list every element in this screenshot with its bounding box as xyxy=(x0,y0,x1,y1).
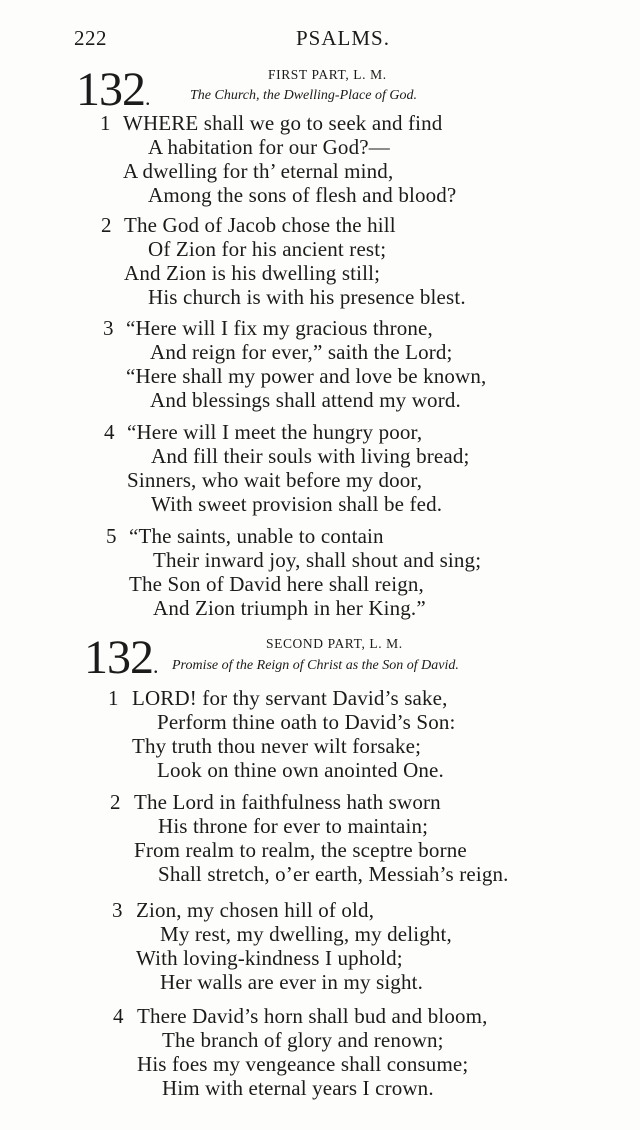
page-number: 222 xyxy=(74,26,107,50)
verse-number: 2 xyxy=(110,790,121,814)
verse-number: 3 xyxy=(103,316,114,340)
verse-number: 4 xyxy=(104,420,115,444)
verse-line: Perform thine oath to David’s Son: xyxy=(157,710,456,734)
part-heading: SECOND PART, L. M. xyxy=(266,636,403,651)
verse-line: His throne for ever to maintain; xyxy=(158,814,429,838)
verse-line: From realm to realm, the sceptre borne xyxy=(134,838,467,862)
verse-line: His foes my vengeance shall consume; xyxy=(137,1052,469,1076)
verse-number: 4 xyxy=(113,1004,124,1028)
verse-line: “The saints, unable to contain xyxy=(129,524,384,548)
verse-number: 5 xyxy=(106,524,117,548)
verse-line: Of Zion for his ancient rest; xyxy=(148,237,387,261)
verse-line: My rest, my dwelling, my delight, xyxy=(160,922,452,946)
verse-line: “Here shall my power and love be known, xyxy=(126,364,487,388)
verse-number: 1 xyxy=(108,686,119,710)
running-head: PSALMS. xyxy=(296,26,390,50)
verse-line: “Here will I meet the hungry poor, xyxy=(127,420,423,444)
verse-line: Sinners, who wait before my door, xyxy=(127,468,423,492)
verse-line: Look on thine own anointed One. xyxy=(157,758,444,782)
part-heading: FIRST PART, L. M. xyxy=(268,67,387,82)
verse-line: There David’s horn shall bud and bloom, xyxy=(137,1004,488,1028)
verse-line: WHERE shall we go to seek and find xyxy=(123,111,443,135)
verse-line: LORD! for thy servant David’s sake, xyxy=(132,686,448,710)
verse-line: The God of Jacob chose the hill xyxy=(124,213,396,237)
verse-number: 3 xyxy=(112,898,123,922)
verse-line: Him with eternal years I crown. xyxy=(162,1076,434,1100)
verse-line: The branch of glory and renown; xyxy=(162,1028,444,1052)
verse-number: 2 xyxy=(101,213,112,237)
hymn-number: 132. xyxy=(76,63,150,116)
verse-line: Among the sons of flesh and blood? xyxy=(148,183,457,207)
verse-line: Shall stretch, o’er earth, Messiah’s reign. xyxy=(158,862,509,886)
verse-number: 1 xyxy=(100,111,111,135)
verse-line: And Zion triumph in her King.” xyxy=(153,596,426,620)
verse-line: Thy truth thou never wilt forsake; xyxy=(132,734,422,758)
hymn-subtitle: Promise of the Reign of Christ as the Son of David. xyxy=(172,658,459,673)
verse-line: “Here will I fix my gracious throne, xyxy=(126,316,433,340)
verse-line: With loving-kindness I uphold; xyxy=(136,946,403,970)
verse-line: Her walls are ever in my sight. xyxy=(160,970,423,994)
verse-line: A dwelling for th’ eternal mind, xyxy=(123,159,394,183)
verse-line: And reign for ever,” saith the Lord; xyxy=(150,340,453,364)
verse-line: And fill their souls with living bread; xyxy=(151,444,470,468)
verse-line: The Son of David here shall reign, xyxy=(129,572,424,596)
verse-line: Zion, my chosen hill of old, xyxy=(136,898,375,922)
verse-line: His church is with his presence blest. xyxy=(148,285,466,309)
hymn-number: 132. xyxy=(84,631,158,684)
verse-line: And Zion is his dwelling still; xyxy=(124,261,381,285)
hymn-subtitle: The Church, the Dwelling-Place of God. xyxy=(190,88,417,103)
verse-line: Their inward joy, shall shout and sing; xyxy=(153,548,482,572)
verse-line: With sweet provision shall be fed. xyxy=(151,492,443,516)
verse-line: The Lord in faithfulness hath sworn xyxy=(134,790,441,814)
verse-line: And blessings shall attend my word. xyxy=(150,388,461,412)
verse-line: A habitation for our God?— xyxy=(148,135,390,159)
